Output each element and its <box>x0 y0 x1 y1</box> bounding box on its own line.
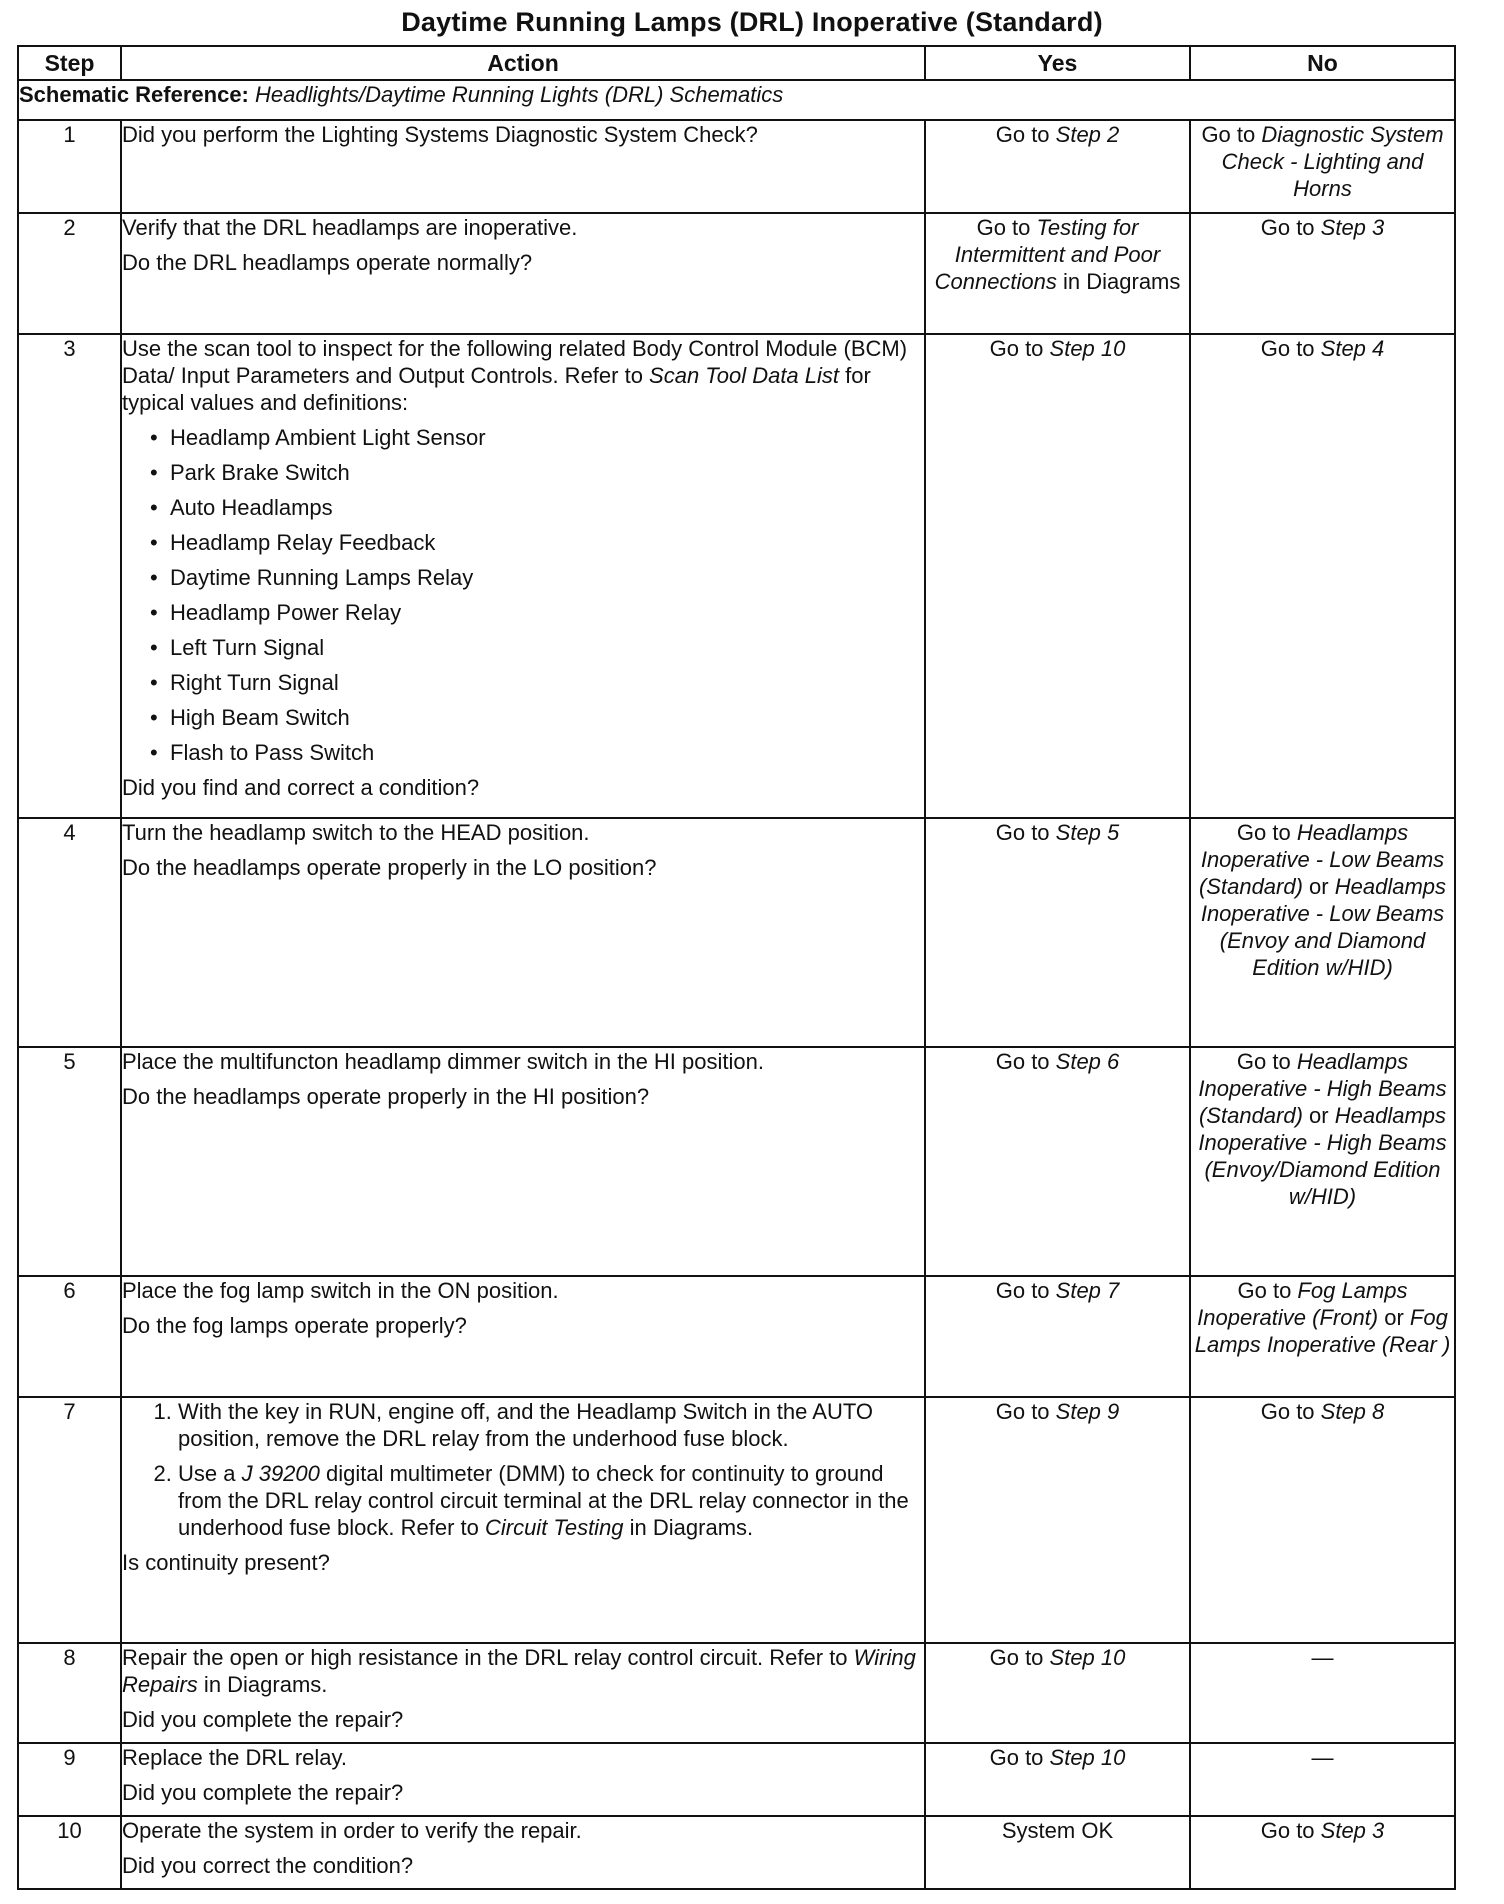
action-question: Did you find and correct a condition? <box>122 775 480 800</box>
action-question: Is continuity present? <box>122 1550 330 1575</box>
yes-cell <box>925 1643 1190 1743</box>
no-cell-empty: — <box>1190 1743 1455 1816</box>
no-step-link: Step 3 <box>1320 1818 1385 1843</box>
header-yes: Yes <box>925 46 1190 80</box>
no-cell <box>1190 120 1455 213</box>
list-item: • Headlamp Power Relay <box>150 599 924 626</box>
no-text: Go to <box>1260 215 1321 240</box>
action-text: Turn the headlamp switch to the HEAD position. <box>122 820 590 845</box>
yes-text: Go to <box>995 820 1056 845</box>
action-text: Operate the system in order to verify the repair. <box>122 1818 582 1843</box>
list-item-text: in Diagrams. <box>623 1515 754 1540</box>
no-reference-link: Fog Lamps Inoperative (Front) <box>1197 1278 1408 1330</box>
no-cell <box>1190 334 1455 818</box>
no-text: Go to <box>1260 1818 1321 1843</box>
header-step: Step <box>18 46 121 80</box>
table-row <box>18 1816 1455 1889</box>
step-number: 5 <box>18 1047 121 1276</box>
action-question: Did you correct the condition? <box>122 1853 414 1878</box>
no-text: Go to <box>1236 820 1297 845</box>
action-text-part: Repair the open or high resistance in the DRL relay control circuit. Refer to <box>122 1645 854 1670</box>
action-question: Do the headlamps operate properly in the HI position? <box>122 1084 650 1109</box>
yes-step-link: Step 2 <box>1055 122 1120 147</box>
no-step-link: Step 4 <box>1320 336 1385 361</box>
action-question: Did you complete the repair? <box>122 1707 404 1732</box>
list-item <box>178 1460 924 1541</box>
no-reference-link: Headlamps Inoperative - Low Beams (Standard) <box>1198 820 1445 899</box>
action-cell <box>121 1643 925 1743</box>
yes-text: Go to <box>995 1049 1056 1074</box>
action-question: Do the DRL headlamps operate normally? <box>122 250 533 275</box>
yes-text: System OK <box>1001 1818 1114 1843</box>
yes-text: Go to <box>989 336 1050 361</box>
header-action: Action <box>121 46 925 80</box>
yes-text: Go to <box>989 1645 1050 1670</box>
step-number: 4 <box>18 818 121 1047</box>
list-item: • Flash to Pass Switch <box>150 739 924 766</box>
action-question: Did you complete the repair? <box>122 1780 404 1805</box>
no-text: Go to <box>1260 1399 1321 1424</box>
yes-step-link: Step 6 <box>1055 1049 1120 1074</box>
step-number: 9 <box>18 1743 121 1816</box>
action-reference-link: Circuit Testing <box>484 1515 624 1540</box>
no-step-link: Step 8 <box>1320 1399 1385 1424</box>
parameter-list <box>122 424 924 766</box>
no-reference-link: Diagnostic System Check - Lighting and Horns <box>1221 122 1444 201</box>
step-number: 3 <box>18 334 121 818</box>
action-cell <box>121 1397 925 1643</box>
yes-cell <box>925 1397 1190 1643</box>
table-row <box>18 1743 1455 1816</box>
no-reference-link: Headlamps Inoperative - High Beams (Standard) <box>1198 1049 1447 1128</box>
yes-cell <box>925 1816 1190 1889</box>
schematic-row <box>18 80 1455 120</box>
table-row <box>18 120 1455 213</box>
no-text: Go to <box>1237 1278 1298 1303</box>
action-text <box>122 1644 924 1698</box>
list-item: • Left Turn Signal <box>150 634 924 661</box>
no-reference-link: Headlamps Inoperative - High Beams (Envoy/Diamond Edition w/HID) <box>1198 1103 1447 1209</box>
list-item: 1. With the key in RUN, engine off, and the Headlamp Switch in the AUTO position, remove the DRL relay from the underhood fuse block. <box>178 1398 924 1452</box>
action-cell <box>121 818 925 1047</box>
action-text-part: Use the scan tool to inspect for the following related Body Control Module (BCM) Data/ Input Parameters and Output Controls. Refer to <box>122 336 908 388</box>
yes-step-link: Step 10 <box>1049 336 1126 361</box>
no-text-or: or <box>1302 874 1335 899</box>
no-text-or: or <box>1302 1103 1335 1128</box>
yes-text: Go to <box>976 215 1037 240</box>
step-number: 6 <box>18 1276 121 1397</box>
schematic-label: Schematic Reference: <box>19 82 249 107</box>
yes-text-suffix: in Diagrams <box>1056 269 1181 294</box>
action-cell <box>121 1276 925 1397</box>
step-number: 1 <box>18 120 121 213</box>
yes-cell <box>925 818 1190 1047</box>
header-no: No <box>1190 46 1455 80</box>
no-cell <box>1190 818 1455 1047</box>
step-number: 7 <box>18 1397 121 1643</box>
list-item: • Daytime Running Lamps Relay <box>150 564 924 591</box>
list-item-text: Use a <box>178 1461 242 1486</box>
action-cell <box>121 213 925 334</box>
yes-reference-link: Testing for Intermittent and Poor Connections <box>934 215 1161 294</box>
yes-step-link: Step 9 <box>1055 1399 1120 1424</box>
no-cell-empty: — <box>1190 1643 1455 1743</box>
action-cell <box>121 334 925 818</box>
schematic-reference <box>18 80 1455 120</box>
list-item: • High Beam Switch <box>150 704 924 731</box>
action-reference-link: Scan Tool Data List <box>649 363 840 388</box>
action-cell <box>121 1816 925 1889</box>
yes-cell <box>925 1047 1190 1276</box>
list-item: • Headlamp Ambient Light Sensor <box>150 424 924 451</box>
yes-cell <box>925 1743 1190 1816</box>
yes-text: Go to <box>989 1745 1050 1770</box>
no-text: Go to <box>1236 1049 1297 1074</box>
action-text <box>122 335 924 416</box>
no-reference-link: Headlamps Inoperative - Low Beams (Envoy and Diamond Edition w/HID) <box>1200 874 1447 980</box>
action-cell <box>121 1047 925 1276</box>
no-text-or: or <box>1378 1305 1410 1330</box>
list-item-text: digital multimeter (DMM) to check for continuity to ground from the DRL relay control circuit terminal at the DRL relay connector in the underhood fuse block. Refer to <box>178 1461 909 1540</box>
yes-text: Go to <box>995 1278 1056 1303</box>
yes-text: Go to <box>995 122 1056 147</box>
no-reference-link: Fog Lamps Inoperative (Rear ) <box>1194 1305 1451 1357</box>
action-text: Replace the DRL relay. <box>122 1745 347 1770</box>
no-cell <box>1190 213 1455 334</box>
action-text-part: in Diagrams. <box>197 1672 328 1697</box>
schematic-link: Headlights/Daytime Running Lights (DRL) Schematics <box>255 82 784 107</box>
list-item: • Right Turn Signal <box>150 669 924 696</box>
list-item: • Headlamp Relay Feedback <box>150 529 924 556</box>
action-reference-link: Wiring Repairs <box>122 1645 916 1697</box>
page-title: Daytime Running Lamps (DRL) Inoperative (Standard) <box>401 7 1103 37</box>
action-question: Do the fog lamps operate properly? <box>122 1313 467 1338</box>
no-step-link: Step 3 <box>1320 215 1385 240</box>
table-row <box>18 1047 1455 1276</box>
step-number: 2 <box>18 213 121 334</box>
table-row <box>18 818 1455 1047</box>
no-cell <box>1190 1816 1455 1889</box>
step-number: 10 <box>18 1816 121 1889</box>
yes-step-link: Step 7 <box>1055 1278 1120 1303</box>
action-text: Did you perform the Lighting Systems Diagnostic System Check? <box>122 122 758 147</box>
yes-step-link: Step 10 <box>1049 1645 1126 1670</box>
list-item: • Auto Headlamps <box>150 494 924 521</box>
yes-cell <box>925 213 1190 334</box>
action-cell <box>121 120 925 213</box>
no-cell <box>1190 1397 1455 1643</box>
step-number: 8 <box>18 1643 121 1743</box>
no-cell <box>1190 1047 1455 1276</box>
action-text: Place the fog lamp switch in the ON position. <box>122 1278 559 1303</box>
action-question: Do the headlamps operate properly in the LO position? <box>122 855 657 880</box>
action-text: Place the multifuncton headlamp dimmer switch in the HI position. <box>122 1049 764 1074</box>
list-item: • Park Brake Switch <box>150 459 924 486</box>
header-row <box>18 46 1455 80</box>
table-row <box>18 213 1455 334</box>
no-text: Go to <box>1201 122 1262 147</box>
yes-cell <box>925 1276 1190 1397</box>
diagnostic-table <box>17 45 1456 1890</box>
yes-text: Go to <box>995 1399 1056 1424</box>
action-text: Verify that the DRL headlamps are inoperative. <box>122 215 578 240</box>
action-text-part: for typical values and definitions: <box>122 363 871 415</box>
procedure-list <box>122 1398 924 1541</box>
table-row <box>18 1397 1455 1643</box>
action-cell <box>121 1743 925 1816</box>
no-cell <box>1190 1276 1455 1397</box>
table-row <box>18 334 1455 818</box>
yes-cell <box>925 120 1190 213</box>
yes-cell <box>925 334 1190 818</box>
no-text: Go to <box>1260 336 1321 361</box>
yes-step-link: Step 5 <box>1055 820 1120 845</box>
tool-reference: J 39200 <box>241 1461 320 1486</box>
table-row <box>18 1276 1455 1397</box>
yes-step-link: Step 10 <box>1049 1745 1126 1770</box>
table-row <box>18 1643 1455 1743</box>
